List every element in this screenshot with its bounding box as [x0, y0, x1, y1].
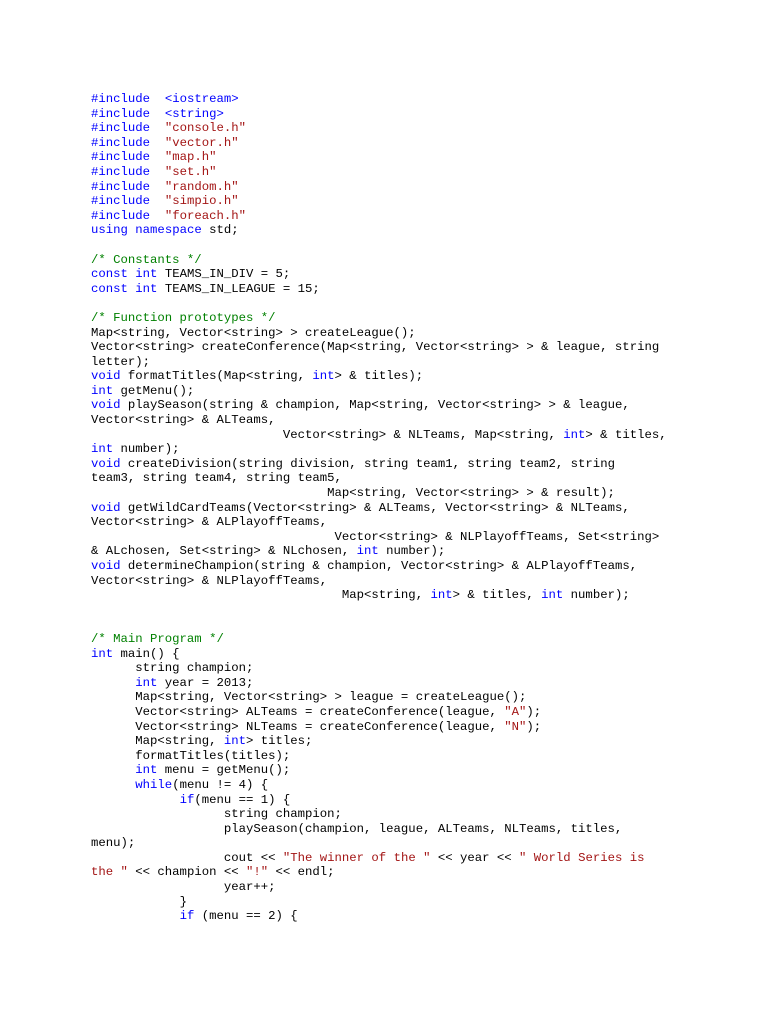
code-token-kw: int — [91, 383, 114, 398]
code-line — [91, 209, 751, 224]
code-token-kw: int — [356, 544, 379, 559]
code-token: TEAMS_IN_DIV = 5; — [157, 267, 291, 282]
code-line — [91, 311, 751, 326]
code-token-cm: /* Constants */ — [91, 252, 202, 267]
code-token-kw: int — [91, 646, 114, 661]
code-token-str: "simpio.h" — [164, 194, 239, 209]
code-token: getWildCardTeams(Vector<string> & ALTeams, Vector<string> & NLTeams, — [120, 500, 630, 515]
code-token-pp: #include — [91, 164, 151, 179]
code-token: } — [91, 894, 187, 909]
code-line — [91, 603, 751, 618]
code-token-kw: const — [91, 281, 128, 296]
code-token-kw: int — [563, 427, 586, 442]
code-token: menu); — [91, 836, 136, 851]
code-token: << champion << — [127, 865, 246, 880]
code-token — [91, 793, 180, 807]
code-line — [91, 180, 751, 195]
code-line — [91, 895, 751, 910]
code-line — [91, 749, 751, 764]
code-line — [91, 326, 751, 341]
code-token-kw: int — [135, 267, 158, 282]
code-token — [150, 209, 165, 223]
code-token-pp: #include — [91, 194, 151, 209]
code-token: formatTitles(Map<string, — [120, 369, 313, 384]
code-token — [150, 136, 165, 150]
code-token-str: "random.h" — [164, 179, 239, 194]
code-line — [91, 413, 751, 428]
code-token-str: "console.h" — [164, 121, 246, 136]
code-token-kw: int — [223, 734, 246, 749]
code-token: Map<string, Vector<string> > league = createLeague(); — [91, 690, 527, 705]
code-token-kw: int — [91, 442, 114, 457]
code-token-kw: int — [430, 588, 453, 603]
code-token: Map<string, — [91, 588, 431, 603]
code-token — [150, 150, 165, 164]
code-token — [150, 165, 165, 179]
code-line — [91, 398, 751, 413]
code-token-kw: void — [91, 500, 121, 515]
code-token: string champion; — [91, 661, 254, 676]
code-token-str: "set.h" — [164, 164, 217, 179]
code-token-kw: int — [312, 369, 335, 384]
code-line — [91, 632, 751, 647]
code-token: Map<string, — [91, 734, 224, 749]
code-line — [91, 778, 751, 793]
code-line — [91, 238, 751, 253]
code-token-pp: #include — [91, 92, 151, 106]
code-token-str: "vector.h" — [164, 135, 239, 150]
code-token-kw: int — [135, 763, 158, 778]
code-token: > & titles, — [585, 427, 667, 442]
code-token: & ALchosen, Set<string> & NLchosen, — [91, 544, 357, 559]
code-line — [91, 763, 751, 778]
code-line — [91, 340, 751, 355]
code-line — [91, 515, 751, 530]
code-line — [91, 355, 751, 370]
code-line — [91, 588, 751, 603]
code-token: > titles; — [245, 734, 313, 749]
code-line — [91, 457, 751, 472]
code-token-pp: #include — [91, 150, 151, 165]
code-line — [91, 720, 751, 735]
code-line — [91, 880, 751, 895]
code-token: std; — [201, 223, 239, 238]
code-token — [91, 909, 180, 923]
code-token-pp: <iostream> — [164, 92, 239, 106]
code-line — [91, 544, 751, 559]
code-line — [91, 253, 751, 268]
code-line — [91, 442, 751, 457]
code-line — [91, 223, 751, 238]
code-line — [91, 282, 751, 297]
code-line — [91, 384, 751, 399]
code-line — [91, 574, 751, 589]
code-token: cout << — [91, 850, 283, 865]
code-line — [91, 107, 751, 122]
code-line — [91, 296, 751, 311]
code-token: playSeason(champion, league, ALTeams, NLTeams, titles, — [91, 821, 623, 836]
code-token: number); — [378, 544, 446, 559]
code-token-pp: #include — [91, 135, 151, 150]
code-line — [91, 92, 751, 107]
code-token — [91, 763, 135, 777]
code-token-kw: int — [541, 588, 564, 603]
code-token-str: "map.h" — [164, 150, 217, 165]
code-token-pp: #include — [91, 179, 151, 194]
code-token — [91, 676, 135, 690]
code-token-kw: if — [179, 909, 195, 924]
code-token: Vector<string> & NLTeams, Map<string, — [91, 427, 564, 442]
code-token: number); — [113, 442, 180, 457]
code-line — [91, 647, 751, 662]
code-token-str: "foreach.h" — [164, 208, 246, 223]
code-token-pp: #include — [91, 121, 151, 136]
code-token: Vector<string> ALTeams = createConference(league, — [91, 704, 505, 719]
code-token-pp: #include — [91, 106, 151, 121]
code-listing — [91, 92, 751, 924]
code-token-cm: /* Function prototypes */ — [91, 310, 276, 325]
code-line — [91, 676, 751, 691]
code-line — [91, 194, 751, 209]
code-token: string champion; — [91, 807, 342, 822]
code-token-kw: void — [91, 369, 121, 384]
code-token-kw: void — [91, 456, 121, 471]
code-token — [150, 121, 165, 135]
code-token: << endl; — [268, 865, 335, 880]
code-token-kw: int — [135, 281, 158, 296]
code-token — [150, 194, 165, 208]
code-token: formatTitles(titles); — [91, 748, 291, 763]
code-token: Map<string, Vector<string> > createLeague(); — [91, 325, 416, 340]
code-line — [91, 705, 751, 720]
code-token: main() { — [113, 646, 180, 661]
code-token: (menu == 2) { — [194, 909, 298, 924]
code-token-str: "!" — [245, 865, 269, 880]
code-line — [91, 822, 751, 837]
code-token: menu = getMenu(); — [157, 763, 291, 778]
code-line — [91, 136, 751, 151]
code-token: team3, string team4, string team5, — [91, 471, 342, 486]
code-token-str: "N" — [504, 719, 527, 734]
code-token — [150, 92, 165, 106]
code-token-str: " World Series is — [519, 850, 645, 865]
code-token — [150, 107, 165, 121]
code-line — [91, 690, 751, 705]
code-line — [91, 617, 751, 632]
code-token-str: the " — [91, 865, 128, 880]
code-token-pp: #include — [91, 208, 151, 223]
code-token: Vector<string> & NLPlayoffTeams, Set<string> — [91, 529, 660, 544]
code-token: createDivision(string division, string team1, string team2, string — [120, 456, 615, 471]
code-token: Vector<string> NLTeams = createConference(league, — [91, 719, 505, 734]
code-token-kw: const — [91, 267, 128, 282]
code-line — [91, 121, 751, 136]
code-token: > & titles, — [452, 588, 542, 603]
code-token-kw: namespace — [135, 223, 202, 238]
code-token: (menu != 4) { — [172, 777, 269, 792]
code-line — [91, 865, 751, 880]
code-line — [91, 369, 751, 384]
code-token: getMenu(); — [113, 383, 195, 398]
code-token-str: "The winner of the " — [282, 850, 431, 865]
code-line — [91, 807, 751, 822]
code-token-kw: void — [91, 398, 121, 413]
code-token-kw: void — [91, 559, 121, 573]
code-token: letter); — [91, 354, 151, 369]
code-token: Map<string, Vector<string> > & result); — [91, 486, 615, 501]
code-line — [91, 267, 751, 282]
code-token: playSeason(string & champion, Map<string, Vector<string> > & league, — [120, 398, 630, 413]
code-line — [91, 836, 751, 851]
code-line — [91, 501, 751, 516]
code-token-pp: <string> — [164, 106, 224, 121]
code-token: TEAMS_IN_LEAGUE = 15; — [157, 281, 320, 296]
code-line — [91, 734, 751, 749]
code-token: ); — [526, 704, 542, 719]
code-token-kw: if — [179, 792, 195, 807]
code-token-kw: using — [91, 223, 128, 238]
code-line — [91, 559, 751, 574]
code-token: (menu == 1) { — [194, 792, 291, 807]
code-token-kw: while — [135, 777, 173, 792]
code-token: determineChampion(string & champion, Vector<string> & ALPlayoffTeams, — [120, 559, 638, 573]
code-token-kw: int — [135, 675, 158, 690]
code-token: Vector<string> & NLPlayoffTeams, — [91, 573, 328, 588]
code-line — [91, 428, 751, 443]
code-line — [91, 661, 751, 676]
code-line — [91, 150, 751, 165]
code-line — [91, 486, 751, 501]
code-token: number); — [563, 588, 630, 603]
code-token: Vector<string> & ALPlayoffTeams, — [91, 515, 328, 530]
code-token-str: "A" — [504, 704, 527, 719]
code-line — [91, 793, 751, 808]
code-token — [91, 778, 135, 792]
code-line — [91, 165, 751, 180]
code-token: > & titles); — [334, 369, 424, 384]
code-token: year++; — [91, 880, 276, 895]
code-token: Vector<string> createConference(Map<string, Vector<string> > & league, string — [91, 340, 660, 355]
code-token: Vector<string> & ALTeams, — [91, 413, 276, 428]
code-line — [91, 471, 751, 486]
code-token — [150, 180, 165, 194]
code-token: ); — [526, 719, 542, 734]
code-line — [91, 851, 751, 866]
code-token-cm: /* Main Program */ — [91, 631, 224, 646]
code-line — [91, 909, 751, 924]
code-token: << year << — [430, 850, 520, 865]
code-line — [91, 530, 751, 545]
code-token: year = 2013; — [157, 675, 254, 690]
